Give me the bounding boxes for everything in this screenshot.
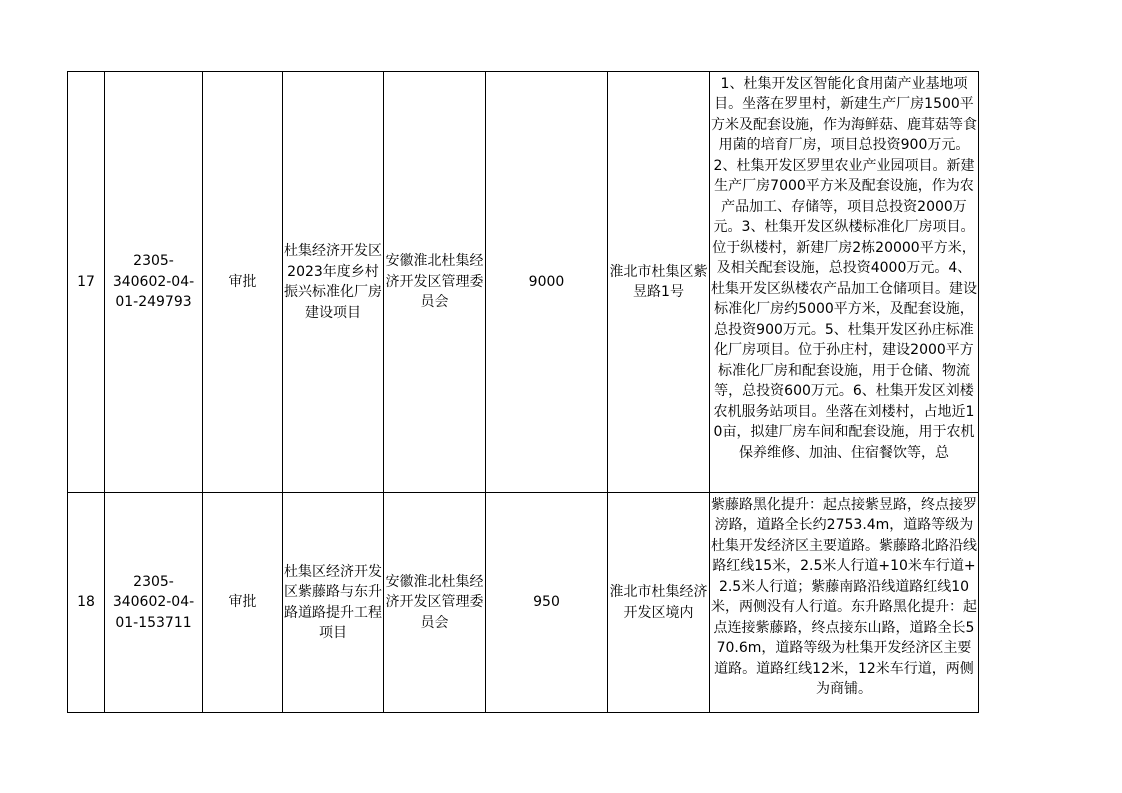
construction-content: 1、杜集开发区智能化食用菌产业基地项目。坐落在罗里村，新建生产厂房1500平方米及配套设施，作为海鲜菇、鹿茸菇等食用菌的培育厂房，项目总投资900万元。2、杜集开发区罗里农业产业园项目。新建生产厂房7000平方米及配套设施，作为农产品加工、存储等，项目总投资2000万元。3、杜集开发区纵楼标准化厂房项目。位于纵楼村，新建厂房2栋20000平方米，及相关配套设施，总投资4000万元。4、杜集开发区纵楼农产品加工仓储项目。建设标准化厂房约5000平方米，及配套设施，总投资900万元。5、杜集开发区孙庄标准化厂房项目。位于孙庄村，建设2000平方标准化厂房和配套设施，用于仓储、物流等，总投资600万元。6、杜集开发区刘楼农机服务站项目。坐落在刘楼村，占地近10亩，拟建厂房车间和配套设施，用于农机保养维修、加油、住宿餐饮等，总 xyxy=(711,75,977,461)
project-name: 杜集区经济开发区紫藤路与东升路道路提升工程项目 xyxy=(283,493,384,713)
project-location: 淮北市杜集经济开发区境内 xyxy=(608,493,710,713)
project-location: 淮北市杜集区紫昱路1号 xyxy=(608,72,710,493)
investment-amount: 9000 xyxy=(486,72,608,493)
project-code: 2305-340602-04-01-249793 xyxy=(105,72,203,493)
project-name: 杜集经济开发区2023年度乡村振兴标准化厂房建设项目 xyxy=(283,72,384,493)
investment-amount: 950 xyxy=(486,493,608,713)
row-number: 17 xyxy=(68,72,105,493)
construction-content-cell xyxy=(710,72,979,493)
responsible-organization: 安徽淮北杜集经济开发区管理委员会 xyxy=(384,72,486,493)
responsible-organization: 安徽淮北杜集经济开发区管理委员会 xyxy=(384,493,486,713)
table-row xyxy=(68,72,979,493)
approval-type: 审批 xyxy=(203,72,283,493)
row-number: 18 xyxy=(68,493,105,713)
table-row xyxy=(68,493,979,713)
project-code: 2305-340602-04-01-153711 xyxy=(105,493,203,713)
construction-content: 紫藤路黑化提升：起点接紫昱路，终点接罗滂路，道路全长约2753.4m，道路等级为杜集开发经济区主要道路。紫藤路北路沿线路红线15米，2.5米人行道+10米车行道+2.5米人行道；紫藤南路沿线道路红线10米，两侧没有人行道。东升路黑化提升：起点连接紫藤路，终点接东山路，道路全长570.6m，道路等级为杜集开发经济区主要道路。道路红线12米，12米车行道，两侧为商铺。 xyxy=(711,496,977,697)
project-table xyxy=(67,71,979,713)
construction-content-cell xyxy=(710,493,979,713)
approval-type: 审批 xyxy=(203,493,283,713)
